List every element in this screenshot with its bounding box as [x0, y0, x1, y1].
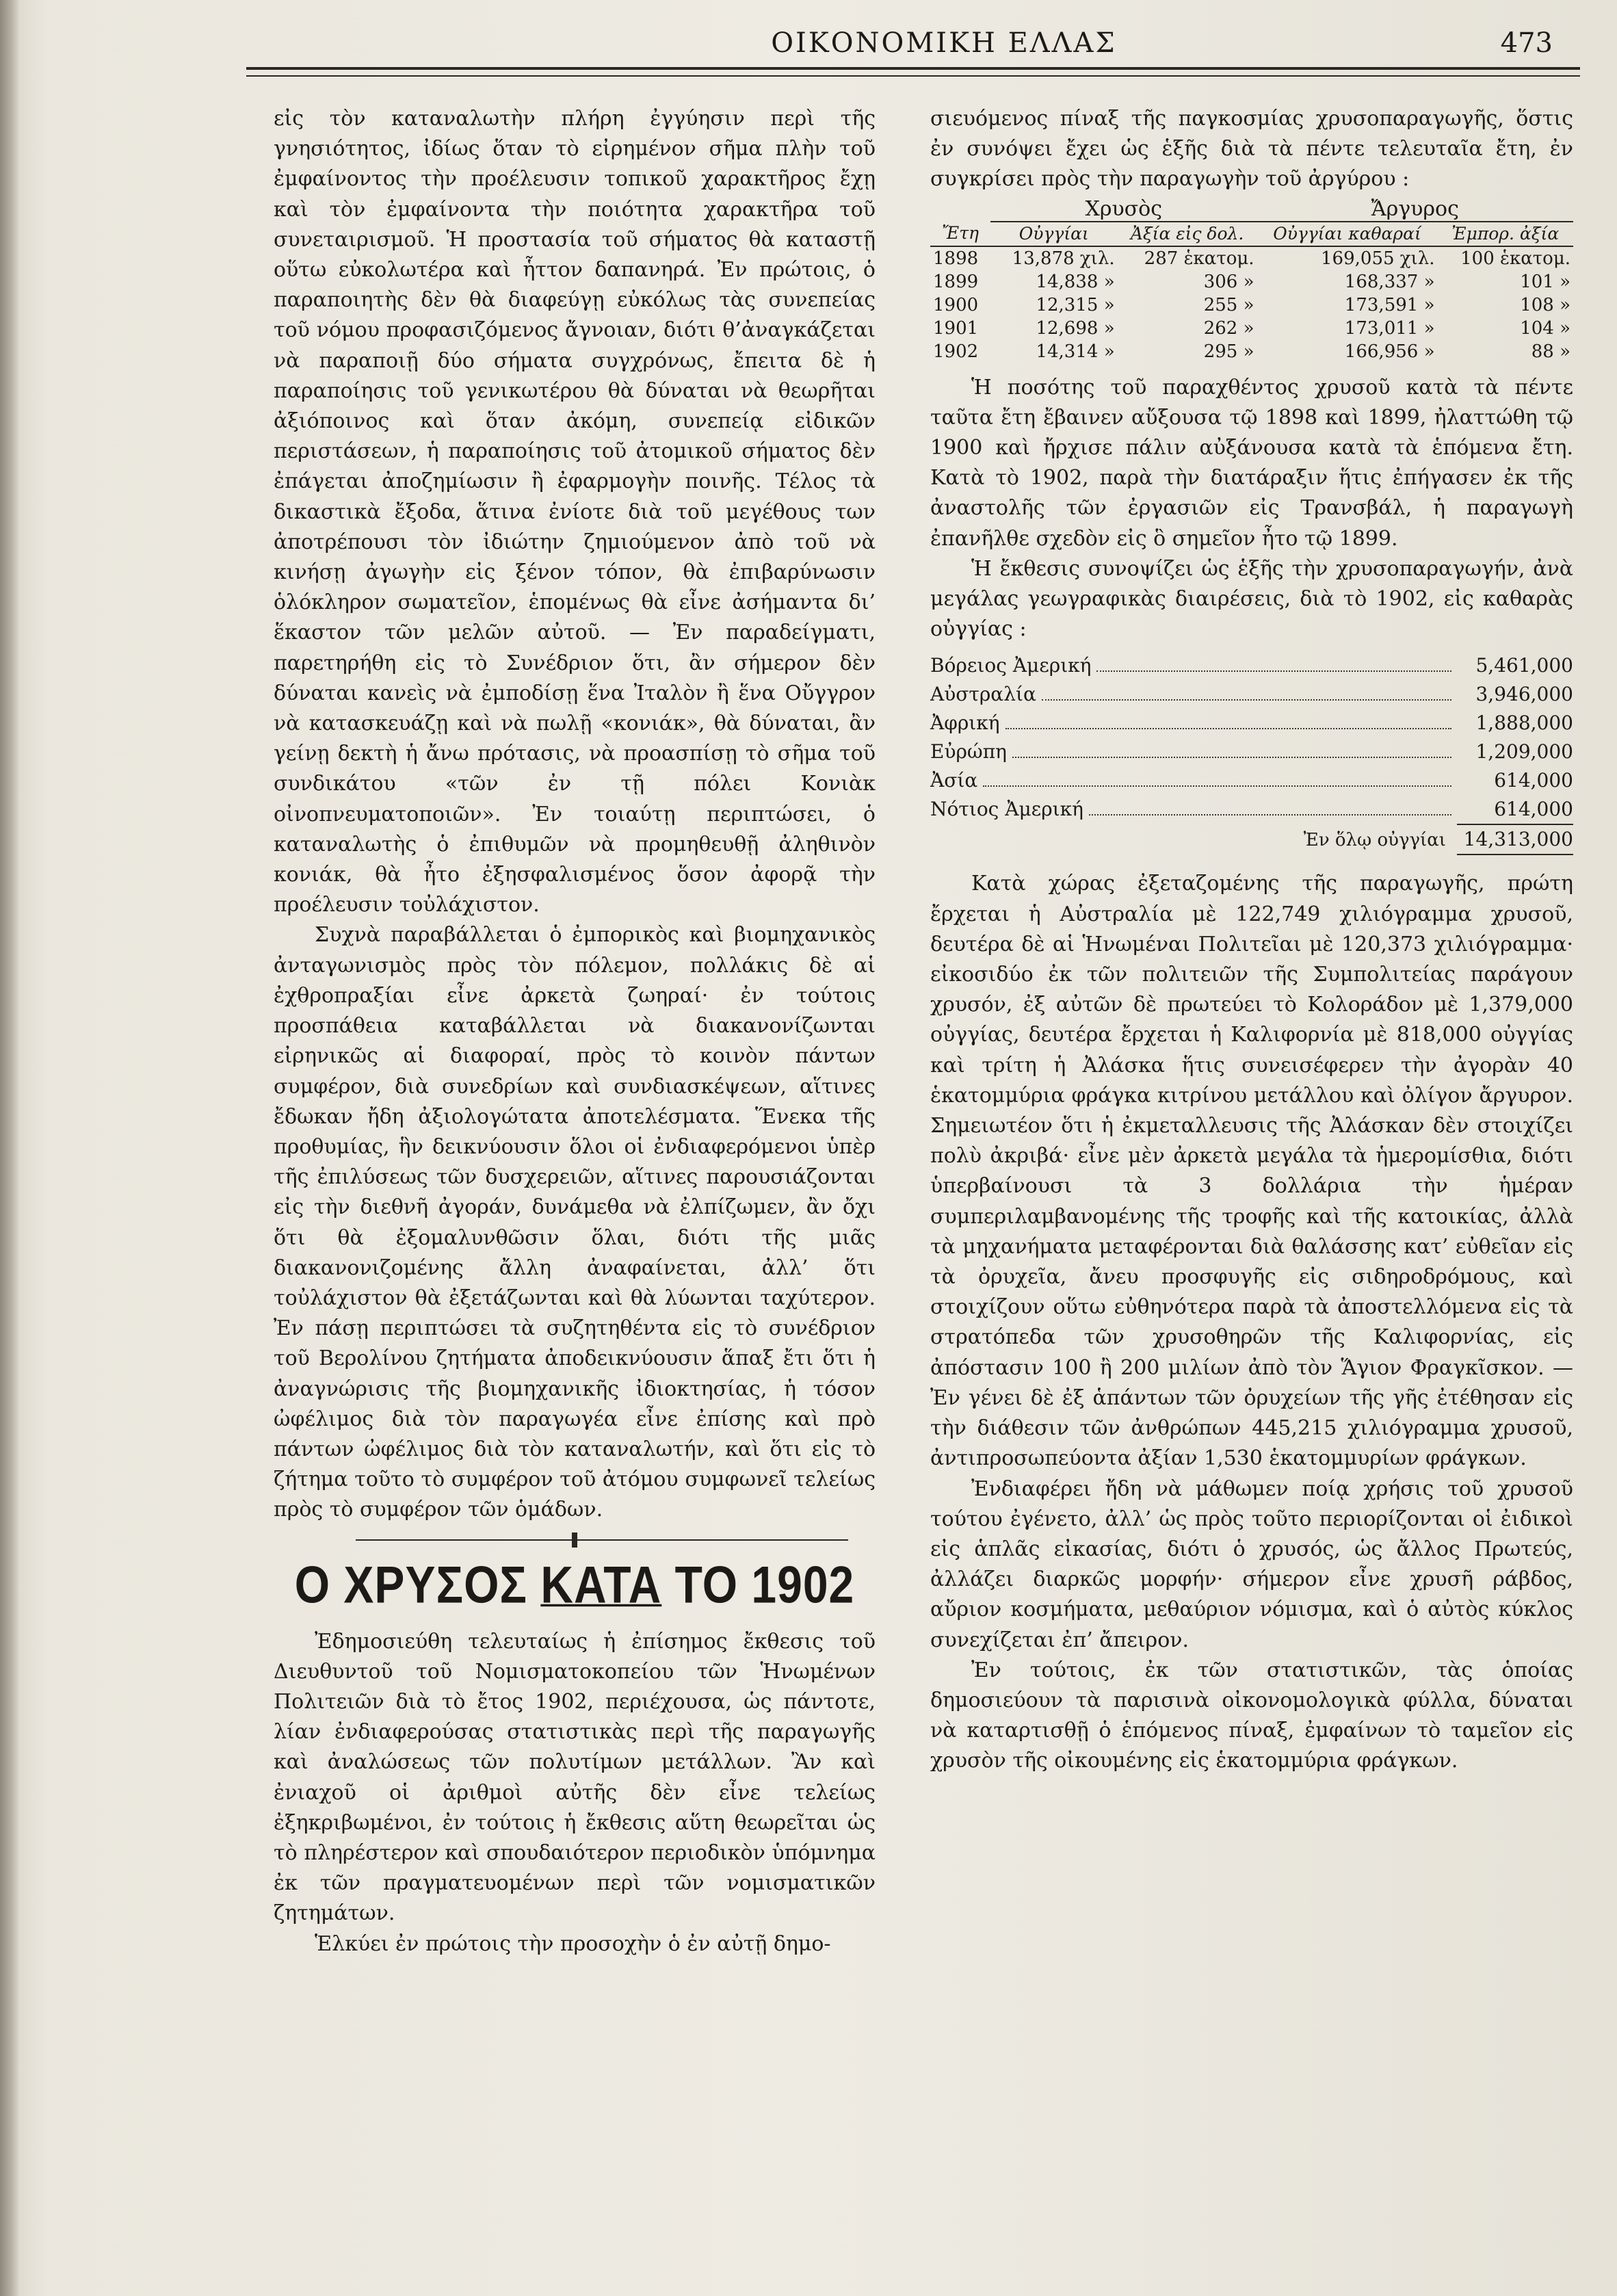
table-cell-gold-ounces: 12,315 »	[1036, 294, 1115, 315]
paragraph-competition: Συχνὰ παραβάλλεται ὁ ἐμπορικὸς καὶ βιομηχανικὸς ἀνταγωνισμὸς πρὸς τὸν πόλεμον, πολλάκις δὲ αἱ ἐχθροπραξίαι εἶνε ἀρκετὰ ζωηραί· ἐν τούτοις προσπάθεια καταβάλλεται νὰ διακανονίζωνται εἰρηνικῶς αἱ διαφοραί, πρὸς τὸ κοινὸν πάντων συμφέρον, διὰ συνεδρίων καὶ συνδιασκέψεων, αἵτινες ἔδωκαν ἤδη ἀξιολογώτατα ἀποτελέσματα. Ἕνεκα τῆς προθυμίας, ἣν δεικνύουσιν ὅλοι οἱ ἐνδιαφερόμενοι ὑπὲρ τῆς ἐπιλύσεως τῶν δυσχερειῶν, αἵτινες παρουσιάζονται εἰς τὴν διεθνῆ ἀγοράν, δυνάμεθα νὰ ἐλπίζωμεν, ἂν ὄχι ὅτι θὰ ἐξομαλυνθῶσιν ὅλαι, διότι τῆς μιᾶς διακανονιζομένης ἄλλη ἀναφαίνεται, ἀλλ’ ὅτι τοὐλάχιστον θὰ ἐξετάζωνται καὶ θὰ λύωνται ταχύτερον. Ἐν πάσῃ περιπτώσει τὰ συζητηθέντα εἰς τὸ συνέδριον τοῦ Βερολίνου ζητήματα ἀποδεικνύουσιν ἅπαξ ἔτι ὅτι ἡ ἀναγνώρισις τῆς βιομηχανικῆς ἰδιοκτησίας, ἡ τόσον ὠφέλιμος διὰ τὸν παραγωγέα εἶνε ἐπίσης καὶ πρὸ πάντων ὠφέλιμος διὰ τὸν καταναλωτήν, καὶ ὅτι εἰς τὸ ζήτημα τοῦτο τὸ συμφέρον τοῦ ἀτόμου συμφωνεῖ τελείως πρὸς τὸ συμφέρον τῶν ὁμάδων.	[274, 923, 876, 1522]
paragraph-gold-usage: Ἐνδιαφέρει ἤδη νὰ μάθωμεν ποίᾳ χρήσις τοῦ χρυσοῦ τούτου ἐγένετο, ἀλλ’ ὡς πρὸς τοῦτο περιορίζονται οἱ ἐιδικοὶ εἰς ἁπλᾶς εἰκασίας, διότι ὁ χρυσός, ὡς ἄλλος Πρωτεύς, ἀλλάζει διαρκῶς μορφήν· σήμερον εἶνε χρυσῆ ράβδος, αὔριον κοσμήματα, μεθαύριον νόμισμα, καὶ ὁ αὐτὸς κύκλος συνεχίζεται ἐπ’ ἄπειρον.	[930, 1476, 1573, 1652]
article-title	[274, 1551, 876, 1617]
region-value: 614,000	[1494, 769, 1573, 792]
header-rule	[246, 67, 1580, 70]
list-item	[930, 766, 1573, 795]
table-cell-silver-value: 108 »	[1520, 294, 1570, 315]
region-name: Νότιος Ἀμερική	[930, 798, 1083, 821]
paragraph-production-trend: Ἡ ποσότης τοῦ παραχθέντος χρυσοῦ κατὰ τὰ πέντε ταῦτα ἔτη ἔβαινεν αὔξουσα τῷ 1898 καὶ 1899, ἠλαττώθη τῷ 1900 καὶ ἤρχισε πάλιν αὐξάνουσα κατὰ τὰ ἑπόμενα ἔτη. Κατὰ τὸ 1902, παρὰ τὴν διατάραξιν ἥτις ἐπήγασεν ἐκ τῆς ἀναστολῆς τῶν ἐργασιῶν εἰς Τρανσβάλ, ἡ παραγωγὴ ἐπανῆλθε σχεδὸν εἰς ὃ σημεῖον ἦτο τῷ 1899.	[930, 375, 1573, 551]
table-row	[930, 340, 1573, 363]
leader-dots	[1089, 814, 1451, 816]
table-cell-gold-ounces: 13,878 χιλ.	[1012, 248, 1115, 269]
leader-dots	[1005, 728, 1451, 729]
table-cell-gold-value: 306 »	[1203, 271, 1254, 292]
page-binding-shadow	[0, 0, 19, 2296]
list-item	[930, 795, 1573, 825]
paragraph-regions-intro: Ἡ ἔκθεσις συνοψίζει ὡς ἑξῆς τὴν χρυσοπαραγωγήν, ἀνὰ μεγάλας γεωγραφικὰς διαιρέσεις, διὰ τὸ 1902, εἰς καθαρὰς οὐγγίας :	[930, 556, 1573, 642]
divider-line	[356, 1539, 848, 1541]
left-column	[274, 104, 876, 1959]
article-title-part: Ο ΧΡΥΣΟΣ	[294, 1554, 541, 1614]
paragraph-world-reserve: Ἐν τούτοις, ἐκ τῶν στατιστικῶν, τὰς ὁποίας δημοσιεύουν τὰ παρισινὰ οἰκονομολογικὰ φύλλα, δύναται νὰ καταρτισθῇ ὁ ἑπόμενος πίναξ, ἐμφαίνων τὸ ταμεῖον εἰς χρυσὸν τῆς οἰκουμένης εἰς ἑκατομμύρια φράγκων.	[930, 1658, 1573, 1773]
regional-production-list	[930, 651, 1573, 855]
table-cell-year: 1901	[933, 317, 979, 339]
paragraph-by-country: Κατὰ χώρας ἐξεταζομένης τῆς παραγωγῆς, πρώτη ἔρχεται ἡ Αὐστραλία μὲ 122,749 χιλιόγραμμα χρυσοῦ, δευτέρα δὲ αἱ Ἡνωμέναι Πολιτεῖαι μὲ 120,373 χιλιόγραμμα· εἰκοσιδύο ἐκ τῶν πολιτειῶν τῆς Συμπολιτείας παράγουν χρυσόν, ἐξ αὐτῶν δὲ πρωτεύει τὸ Κολοράδον μὲ 1,379,000 οὐγγίας, δευτέρα ἔρχεται ἡ Καλιφορνία μὲ 818,000 οὐγγίας καὶ τρίτη ἡ Ἀλάσκα ἥτις συνεισέφερεν τὴν ἀγορὰν 40 ἑκατομμύρια φράγκα κιτρίνου μετάλλου καὶ ὀλίγον ἄργυρον. Σημειωτέον ὅτι ἡ ἐκμεταλλευσις τῆς Ἀλάσκαν δὲν στοιχίζει πολὺ ἀκριβά· εἶνε μὲν ἀρκετὰ μεγάλα τὰ ἡμερομίσθια, διότι ὑπερβαίνουσι τὰ 3 δολλάρια τὴν ἡμέραν συμπεριλαμβανομένης τῆς τροφῆς καὶ τῆς κατοικίας, ἀλλὰ τὰ μηχανήματα μεταφέρονται διὰ θαλάσσης κατ’ εὐθεῖαν εἰς τὰ ὀρυχεῖα, ἄνευ προσφυγῆς εἰς σιδηροδρόμους, καὶ στοιχίζουν οὕτω εὐθηνότερα παρὰ τὰ ἀποστελλόμενα εἰς τὰ στρατόπεδα τῶν χρυσοθηρῶν τῆς Καλιφορνίας, εἰς ἀπόστασιν 100 ἢ 200 μιλίων ἀπὸ τὸν Ἅγιον Φραγκῖσκον. — Ἐν γένει δὲ ἐξ ἁπάντων τῶν ὀρυχείων τῆς γῆς ἐτέθησαν εἰς τὴν διάθεσιν τῶν ἀνθρώπων 445,215 χιλιόγραμμα χρυσοῦ, ἀντιπροσωπεύοντα ἀξίαν 1,530 ἑκατομμυρίων φράγκων.	[930, 872, 1573, 1471]
list-item	[930, 680, 1573, 709]
running-title: ΟΙΚΟΝΟΜΙΚΗ ΕΛΛΑΣ	[771, 27, 1117, 59]
table-cell-silver-value: 104 »	[1520, 317, 1570, 339]
table-cell-gold-ounces: 14,838 »	[1036, 271, 1115, 292]
total-label: Ἐν ὅλῳ οὐγγίαι	[1303, 830, 1446, 851]
regional-total	[930, 825, 1573, 855]
article-title-part: ΤΟ 1902	[661, 1554, 855, 1614]
table-cell-gold-ounces: 12,698 »	[1036, 317, 1115, 339]
paragraph-table-intro: Ἑλκύει ἐν πρώτοις τὴν προσοχὴν ὁ ἐν αὐτῇ δημο-	[315, 1931, 831, 1956]
leader-dots	[983, 785, 1451, 787]
table-row	[930, 293, 1573, 317]
table-row	[930, 246, 1573, 270]
table-col-silver-ounces: Οὐγγίαι καθαραί	[1257, 222, 1438, 246]
right-column	[930, 104, 1573, 1777]
leader-dots	[1096, 670, 1451, 672]
region-name: Βόρειος Ἀμερική	[930, 654, 1092, 677]
table-cell-silver-ounces: 166,956 »	[1344, 341, 1435, 362]
table-cell-silver-ounces: 169,055 χιλ.	[1321, 248, 1435, 269]
region-name: Εὐρώπη	[930, 740, 1007, 764]
list-item	[930, 651, 1573, 680]
table-cell-silver-ounces: 168,337 »	[1344, 271, 1435, 292]
list-item	[930, 738, 1573, 766]
paragraph-trademark-protection: εἰς τὸν καταναλωτὴν πλήρη ἐγγύησιν περὶ τῆς γνησιότητος, ἰδίως ὅταν τὸ εἰρημένον σῆμα πλὴν τοῦ ἐμφαίνοντος τὴν προέλευσιν τοπικοῦ χαρακτῆρος ἔχῃ καὶ τὸν ἐμφαίνοντα τὴν ποιότητα χαρακτῆρα τοῦ συνεταιρισμοῦ. Ἡ προστασία τοῦ σήματος θὰ καταστῇ οὕτω εὐκολωτέρα καὶ ἧττον δαπανηρά. Ἐν πρώτοις, ὁ παραποιητὴς δὲν θὰ διαφεύγῃ εὐκόλως τὰς συνεπείας τοῦ νόμου προφασιζόμενος ἄγνοιαν, διότι θ’ἀναγκάζεται νὰ παραποιῇ δύο σήματα συγχρόνως, ἔπειτα δὲ ἡ παραποίησις τοῦ γενικωτέρου θὰ δύναται νὰ θεωρῆται ἀξιόποινος καὶ ὅταν ἀκόμη, συνεπείᾳ εἰδικῶν περιστάσεων, ἡ παραποίησις τοῦ ἀτομικοῦ σήματος δὲν ἐπάγεται ἀποζημίωσιν ἢ ἐφαρμογὴν ποινῆς. Τέλος τὰ δικαστικὰ ἔξοδα, ἅτινα ἐνίοτε διὰ τοῦ μεγέθους των ἀποτρέπουσι τὸν ἰδιώτην ζημιούμενον ἀπὸ τοῦ νὰ κινήσῃ ἀγωγὴν εἰς ξένον τόπον, θὰ ἐπιβαρύνωσιν ὁλόκληρον σωματεῖον, ἑπομένως θὰ εἶνε ἀσήμαντα δι’ ἕκαστον τῶν μελῶν αὐτοῦ. — Ἐν παραδείγματι, παρετηρήθη εἰς τὸ Συνέδριον ὅτι, ἂν σήμερον δὲν δύναται κανεὶς νὰ ἐμποδίσῃ ἕνα Ἰταλὸν ἢ ἕνα Οὔγγρον νὰ κατασκευάζῃ καὶ νὰ πωλῇ «κονιάκ», θὰ δύναται, ἂν γείνῃ δεκτὴ ἡ ἄνω πρότασις, νὰ προασπίσῃ τὸ σῆμα τοῦ συνδικάτου «τῶν ἐν τῇ πόλει Κονιὰκ οἰνοπνευματοποιῶν». Ἐν τοιαύτῃ περιπτώσει, ὁ καταναλωτὴς ὁ ἐπιθυμῶν νὰ προμηθευθῇ ἀληθινὸν κονιάκ, θὰ ἦτο ἐξησφαλισμένος ὅσον ἀφορᾷ τὴν προέλευσιν τοὐλάχιστον.	[274, 107, 876, 917]
table-cell-silver-value: 88 »	[1531, 341, 1570, 362]
table-cell-gold-value: 287 ἑκατομ.	[1144, 248, 1254, 269]
table-cell-year: 1902	[933, 341, 979, 362]
table-cell-gold-value: 255 »	[1203, 294, 1254, 315]
production-table	[930, 198, 1573, 363]
article-title-underlined: ΚΑΤΑ	[540, 1554, 662, 1614]
table-row	[930, 317, 1573, 340]
table-cell-gold-value: 262 »	[1203, 317, 1254, 339]
section-divider	[274, 1530, 876, 1550]
leader-dots	[1042, 699, 1451, 701]
page-number: 473	[1500, 27, 1553, 59]
table-header-gold: Χρυσὸς	[990, 198, 1257, 222]
table-cell-silver-ounces: 173,591 »	[1344, 294, 1435, 315]
list-item	[930, 709, 1573, 738]
region-value: 3,946,000	[1475, 683, 1573, 706]
table-col-year: Ἔτη	[930, 222, 990, 246]
region-name: Ἀσία	[930, 769, 978, 792]
table-col-gold-value: Ἀξία εἰς δολ.	[1118, 222, 1257, 246]
table-cell-silver-value: 101 »	[1520, 271, 1570, 292]
region-name: Αὐστραλία	[930, 683, 1036, 706]
region-value: 1,888,000	[1475, 712, 1573, 735]
header-rule-thin	[246, 75, 1580, 77]
total-value: 14,313,000	[1457, 825, 1573, 855]
table-col-silver-value: Ἐμπορ. ἀξία	[1438, 222, 1574, 246]
table-row	[930, 270, 1573, 293]
region-name: Ἀφρική	[930, 712, 1000, 735]
table-cell-year: 1900	[933, 294, 979, 315]
table-cell-silver-ounces: 173,011 »	[1344, 317, 1435, 339]
table-header-empty	[930, 198, 990, 222]
paragraph-mint-report: Ἐδημοσιεύθη τελευταίως ἡ ἐπίσημος ἔκθεσις τοῦ Διευθυντοῦ τοῦ Νομισματοκοπείου τῶν Ἡνωμένων Πολιτειῶν διὰ τὸ ἔτος 1902, περιέχουσα, ὡς πάντοτε, λίαν ἐνδιαφερούσας στατιστικὰς περὶ τῆς παραγωγῆς καὶ ἀναλώσεως τῶν πολυτίμων μετάλλων. Ἂν καὶ ἐνιαχοῦ οἱ ἀριθμοὶ αὐτῆς δὲν εἶνε τελείως ἐξηκριβωμένοι, ἐν τούτοις ἡ ἔκθεσις αὕτη θεωρεῖται ὡς τὸ πληρέστερον καὶ σπουδαιότερον περιοδικὸν ὑπόμνημα ἐκ τῶν πραγματευομένων περὶ τῶν νομισματικῶν ζητημάτων.	[274, 1629, 876, 1926]
leader-dots	[1012, 757, 1451, 758]
divider-ornament	[572, 1532, 577, 1548]
paragraph-table-intro-cont: σιευόμενος πίναξ τῆς παγκοσμίας χρυσοπαραγωγῆς, ὅστις ἐν συνόψει ἔχει ὡς ἑξῆς διὰ τὰ πέντε τελευταῖα ἔτη, ἐν συγκρίσει πρὸς τὴν παραγωγὴν τοῦ ἀργύρου :	[930, 107, 1573, 192]
table-col-gold-ounces: Οὐγγίαι	[990, 222, 1118, 246]
region-value: 5,461,000	[1475, 654, 1573, 677]
table-header-silver: Ἄργυρος	[1257, 198, 1573, 222]
region-value: 1,209,000	[1475, 740, 1573, 764]
region-value: 614,000	[1457, 795, 1573, 825]
table-cell-year: 1898	[933, 248, 979, 269]
table-cell-year: 1899	[933, 271, 979, 292]
table-cell-gold-ounces: 14,314 »	[1036, 341, 1115, 362]
table-cell-gold-value: 295 »	[1203, 341, 1254, 362]
table-cell-silver-value: 100 ἑκατομ.	[1460, 248, 1570, 269]
